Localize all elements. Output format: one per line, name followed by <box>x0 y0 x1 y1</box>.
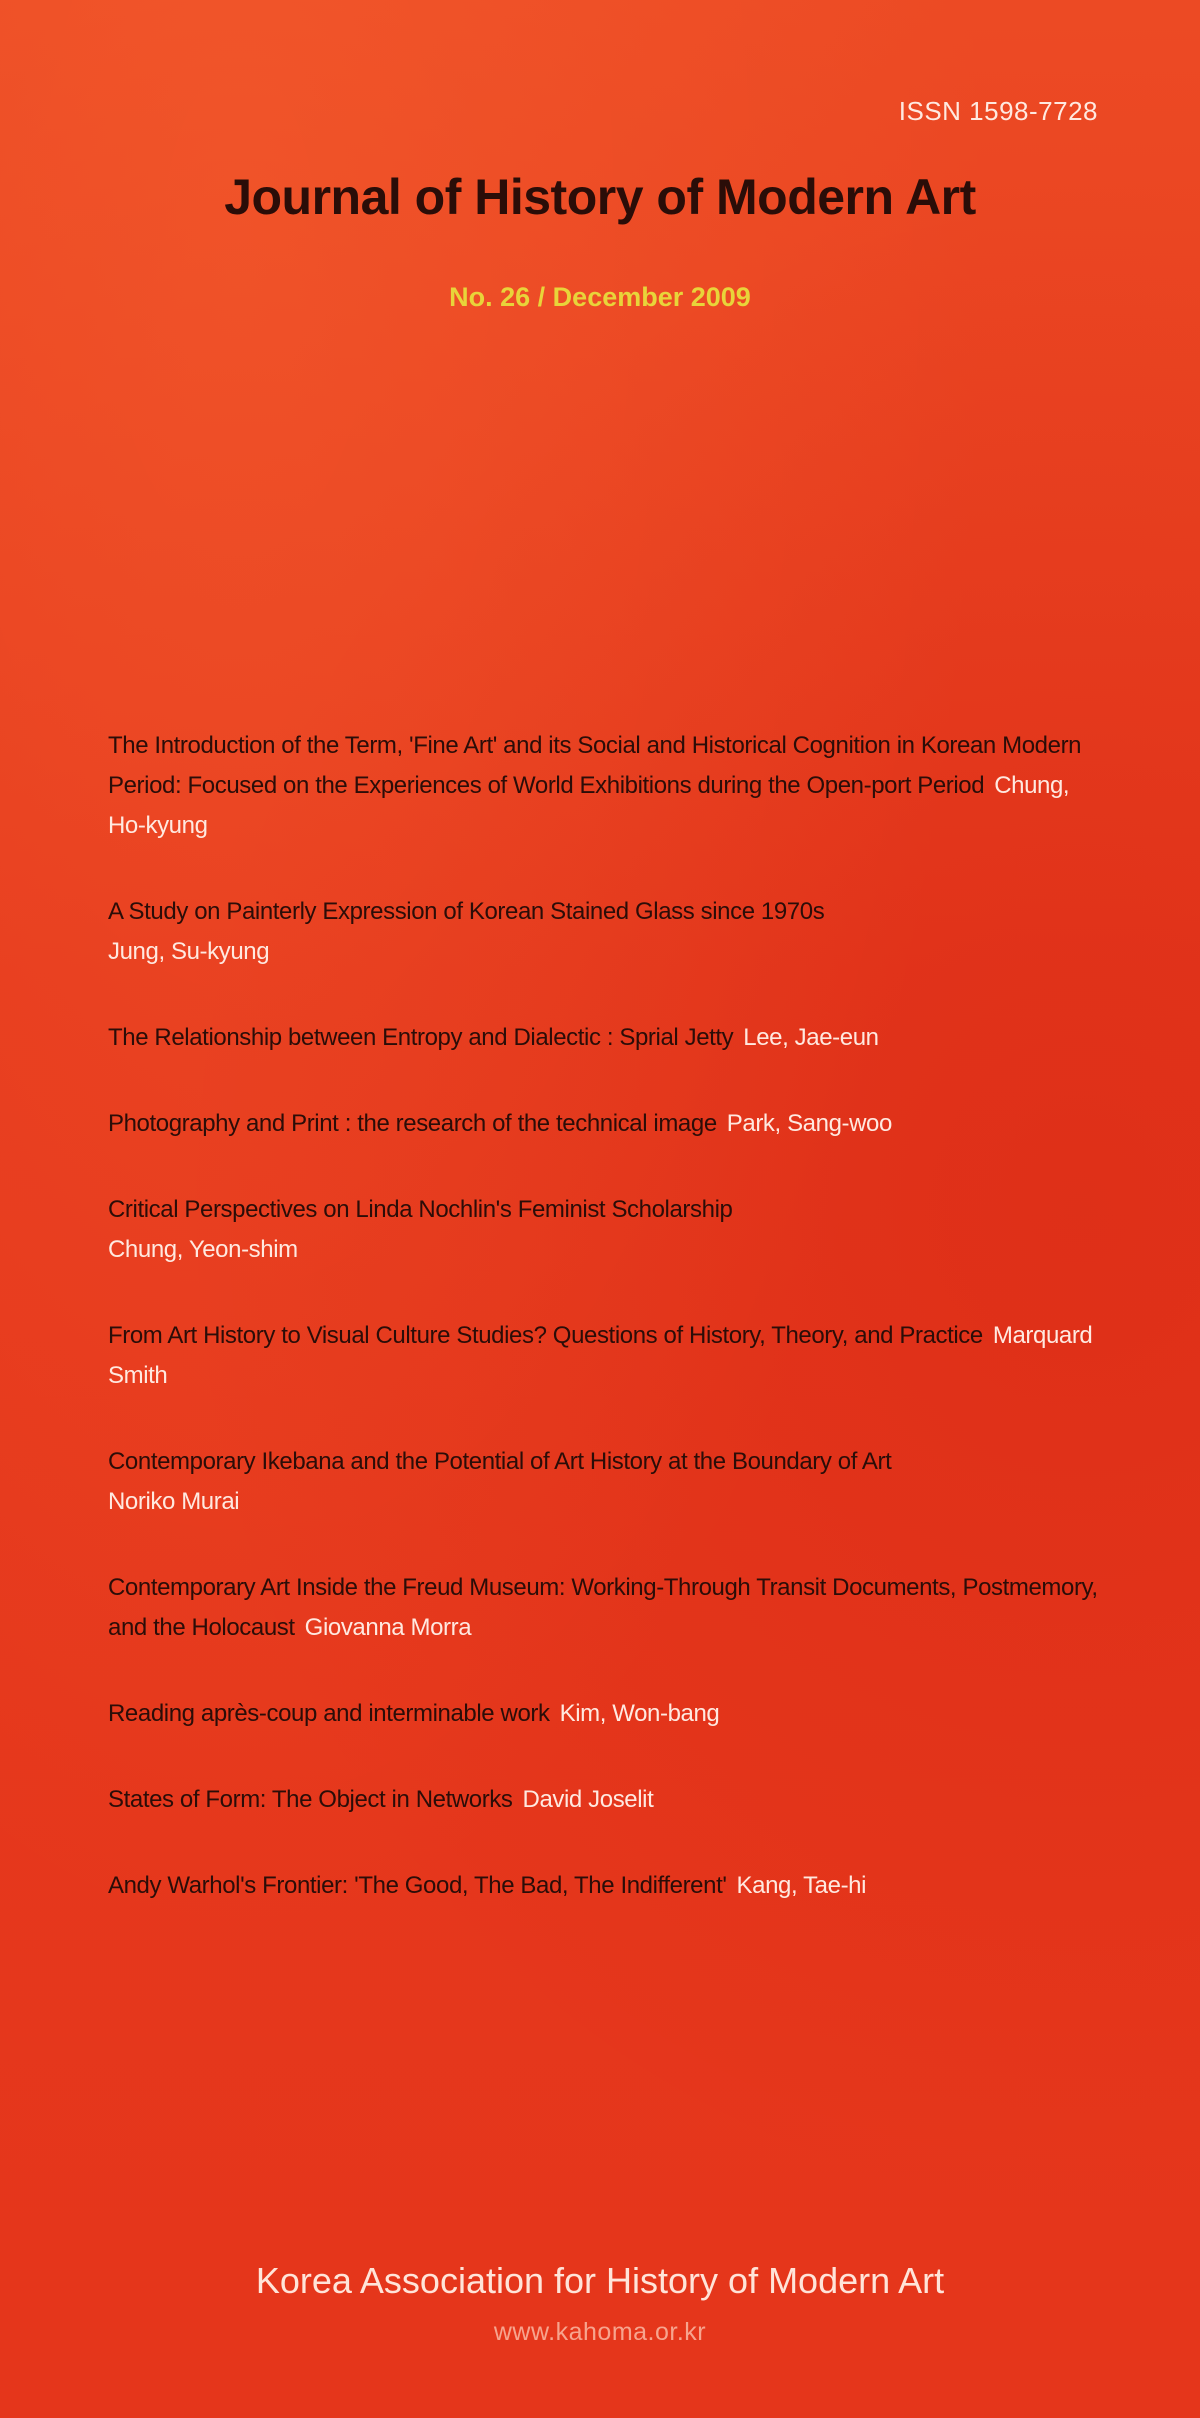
article-author: Kim, Won-bang <box>559 1700 720 1727</box>
article-title: Photography and Print : the research of the technical image <box>108 1110 717 1137</box>
article-title: States of Form: The Object in Networks <box>108 1786 513 1813</box>
article-author: Giovanna Morra <box>304 1614 472 1641</box>
article-author: Noriko Murai <box>108 1488 240 1515</box>
article-entry <box>108 726 1108 846</box>
article-title: A Study on Painterly Expression of Korean Stained Glass since 1970s <box>108 898 825 925</box>
article-entry <box>108 1190 1108 1270</box>
article-title: Contemporary Ikebana and the Potential of Art History at the Boundary of Art <box>108 1448 892 1475</box>
publisher-name: Korea Association for History of Modern Art <box>255 2260 945 2301</box>
article-title: The Introduction of the Term, 'Fine Art' and its Social and Historical Cognition in Korean Modern Period: Focused on the Experiences of World Exhibitions during the Open-port Period <box>108 732 1082 799</box>
publisher-url: www.kahoma.or.kr <box>493 2318 707 2346</box>
article-author: Chung, Yeon-shim <box>108 1236 298 1263</box>
article-author: Park, Sang-woo <box>726 1110 892 1137</box>
article-entry <box>108 1316 1108 1396</box>
article-entry <box>108 1568 1108 1648</box>
article-entry <box>108 1442 1108 1522</box>
article-entry <box>108 1104 1108 1144</box>
article-entry <box>108 1780 1108 1820</box>
article-author: Jung, Su-kyung <box>108 938 270 965</box>
issue-number: No. 26 / December 2009 <box>449 282 751 312</box>
article-entry <box>108 1694 1108 1734</box>
table-of-contents <box>108 726 1108 1906</box>
article-entry <box>108 1866 1108 1906</box>
issn-number: ISSN 1598-7728 <box>898 96 1098 126</box>
article-title: Reading après-coup and interminable work <box>108 1700 550 1727</box>
journal-title: Journal of History of Modern Art <box>224 169 976 225</box>
article-author: David Joselit <box>522 1786 654 1813</box>
article-entry <box>108 1018 1108 1058</box>
article-entry <box>108 892 1108 972</box>
article-author: Marquard Smith <box>108 1322 1093 1389</box>
article-author: Lee, Jae-eun <box>743 1024 879 1051</box>
article-title: Andy Warhol's Frontier: 'The Good, The Bad, The Indifferent' <box>108 1872 727 1899</box>
article-title: Contemporary Art Inside the Freud Museum: Working-Through Transit Documents, Postmemory, and the Holocaust <box>108 1574 1098 1641</box>
article-title: From Art History to Visual Culture Studies? Questions of History, Theory, and Practice <box>108 1322 983 1349</box>
article-title: Critical Perspectives on Linda Nochlin's Feminist Scholarship <box>108 1196 733 1223</box>
article-author: Chung, Ho-kyung <box>108 772 1070 839</box>
article-title: The Relationship between Entropy and Dialectic : Sprial Jetty <box>108 1024 734 1051</box>
article-author: Kang, Tae-hi <box>736 1872 867 1899</box>
